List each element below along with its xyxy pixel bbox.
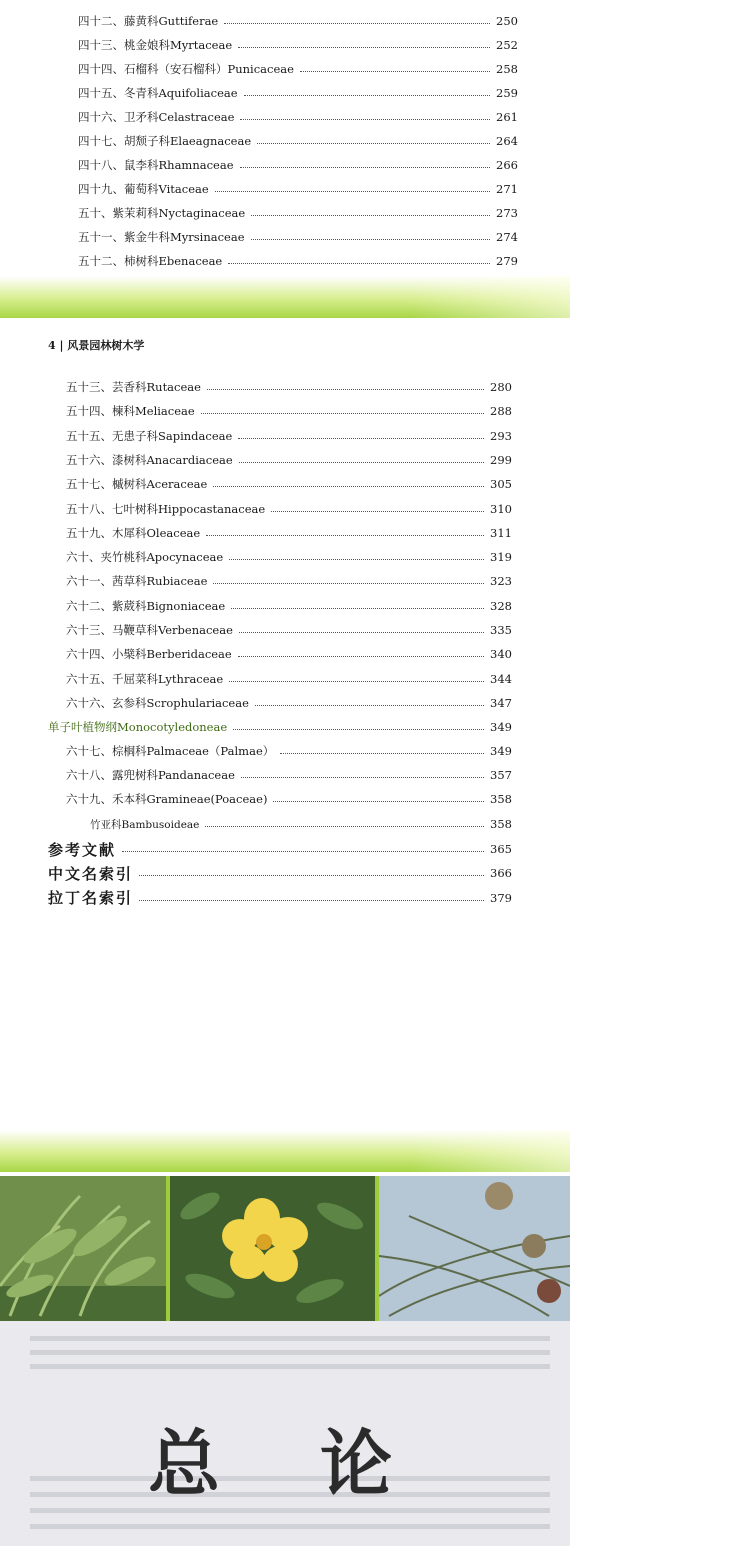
dot-leader: [215, 190, 490, 192]
dot-leader: [240, 166, 491, 168]
toc-entry: [66, 644, 512, 664]
toc-entry-page-number: 323: [490, 574, 512, 589]
dot-leader: [251, 214, 490, 216]
dot-leader: [229, 680, 484, 682]
toc-entry-page-number: 311: [490, 525, 512, 540]
dot-leader: [239, 461, 484, 463]
toc-entry-title: 单子叶植物纲Monocotyledoneae: [48, 720, 228, 734]
dot-leader: [213, 582, 484, 584]
toc-entry-title: 五十七、槭树科Aceraceae: [66, 477, 208, 492]
toc-entry: [78, 227, 518, 247]
toc-entry-title: 六十二、紫葳科Bignoniaceae: [66, 598, 226, 613]
toc-entry: [66, 499, 512, 519]
toc-entry: [78, 179, 518, 199]
toc-entry-title: 五十一、紫金牛科Myrsinaceae: [78, 230, 245, 244]
toc-entry: [48, 887, 512, 909]
toc-entry-title: 竹亚科Bambusoideae: [90, 818, 200, 831]
toc-entry-title: 六十一、茜草科Rubiaceae: [66, 574, 208, 589]
toc-entry-title: 四十七、胡颓子科Elaeagnaceae: [78, 134, 252, 148]
toc-entry: [66, 620, 512, 640]
toc-entry: [66, 523, 512, 543]
toc-entry-page-number: 340: [490, 647, 512, 662]
ghost-text: [30, 1364, 550, 1369]
toc-entry-page-number: 366: [490, 866, 512, 881]
toc-entry-title: 六十六、玄参科Scrophulariaceae: [66, 695, 249, 710]
dot-leader: [206, 534, 484, 536]
toc-entry: [78, 251, 518, 271]
toc-entry: [66, 596, 512, 616]
toc-entry-page-number: 252: [496, 38, 518, 52]
dot-leader: [255, 704, 484, 706]
toc-entry: [66, 377, 512, 397]
toc-entry-page-number: 319: [490, 550, 512, 565]
dot-leader: [300, 70, 490, 72]
page-footer-band: [0, 1130, 570, 1172]
toc-page-top: [0, 0, 570, 318]
toc-entry-page-number: 365: [490, 842, 512, 856]
toc-entry-page-number: 266: [496, 158, 518, 172]
toc-entry-page-number: 349: [490, 720, 512, 734]
toc-entry: [66, 426, 512, 446]
toc-entry: [78, 155, 518, 175]
toc-entry-title: 参考文献: [48, 840, 117, 859]
dot-leader: [240, 118, 490, 120]
toc-entry: [66, 693, 512, 713]
dot-leader: [139, 899, 484, 901]
toc-entry: [66, 450, 512, 470]
toc-entry-page-number: 264: [496, 134, 518, 148]
toc-entry-title: 中文名索引: [48, 864, 134, 883]
toc-entry: [66, 669, 512, 689]
ghost-text: [30, 1508, 550, 1513]
dot-leader: [251, 238, 491, 240]
dot-leader: [231, 607, 484, 609]
page-footer-band: [0, 276, 570, 318]
dot-leader: [201, 412, 484, 414]
dot-leader: [213, 485, 484, 487]
toc-entry-page-number: 347: [490, 695, 512, 710]
toc-entry-title: 四十九、葡萄科Vitaceae: [78, 182, 209, 196]
toc-entry-title: 五十二、柿树科Ebenaceae: [78, 254, 223, 268]
dot-leader: [122, 850, 484, 852]
toc-entry: [66, 765, 512, 785]
toc-entry-title: 四十八、鼠李科Rhamnaceae: [78, 158, 234, 172]
toc-entry: [66, 401, 512, 421]
dot-leader: [228, 262, 490, 264]
toc-entry-page-number: 357: [490, 768, 512, 783]
toc-entry-page-number: 271: [496, 182, 518, 196]
dot-leader: [257, 142, 490, 144]
toc-entry-page-number: 274: [496, 230, 518, 244]
dot-leader: [224, 22, 490, 24]
ghost-text: [30, 1336, 550, 1341]
toc-entry-page-number: 305: [490, 477, 512, 492]
dot-leader: [229, 558, 484, 560]
toc-entry-page-number: 379: [490, 890, 512, 905]
dot-leader: [244, 94, 490, 96]
toc-entry: [78, 107, 518, 127]
toc-entry-title: 四十四、石榴科（安石榴科）Punicaceae: [78, 62, 294, 76]
toc-entry-title: 五十四、楝科Meliaceae: [66, 404, 195, 419]
toc-entry-title: 六十五、千屈菜科Lythraceae: [66, 671, 224, 686]
toc-entry-title: 五十九、木犀科Oleaceae: [66, 525, 201, 540]
ghost-text: [30, 1476, 550, 1481]
toc-entry: [78, 59, 518, 79]
dot-leader: [239, 631, 484, 633]
toc-entry-title: 六十四、小檗科Berberidaceae: [66, 647, 232, 662]
toc-entry: [66, 789, 512, 809]
toc-entry-title: 拉丁名索引: [48, 889, 134, 908]
toc-entry-page-number: 344: [490, 671, 512, 686]
toc-entry-title: 五十五、无患子科Sapindaceae: [66, 428, 233, 443]
toc-entry-page-number: 349: [490, 744, 512, 758]
toc-entry: [48, 717, 512, 737]
toc-entry: [66, 547, 512, 567]
toc-entry-page-number: 310: [490, 501, 512, 516]
toc-page-4: [0, 318, 570, 1176]
toc-entry-title: 四十六、卫矛科Celastraceae: [78, 110, 235, 124]
toc-entry: [90, 814, 512, 834]
ghost-text: [30, 1350, 550, 1355]
dot-leader: [207, 388, 484, 390]
toc-entry-page-number: 250: [496, 14, 518, 28]
toc-entry-title: 六十三、马鞭草科Verbenaceae: [66, 623, 233, 637]
ghost-text: [30, 1524, 550, 1529]
chapter-title-char: 论: [320, 1422, 397, 1506]
running-header: 4 | 风景园林树木学: [48, 339, 145, 352]
toc-entry-title: 五十六、漆树科Anacardiaceae: [66, 452, 233, 467]
toc-entry-page-number: 279: [496, 254, 518, 268]
dot-leader: [241, 776, 484, 778]
toc-entry: [48, 838, 512, 860]
toc-entry-page-number: 280: [490, 380, 512, 394]
dot-leader: [238, 655, 484, 657]
toc-entry-title: 六十七、棕榈科Palmaceae（Palmae）: [66, 744, 275, 758]
toc-entry: [66, 571, 512, 591]
toc-entry-title: 五十八、七叶树科Hippocastanaceae: [66, 501, 266, 516]
toc-entry: [78, 35, 518, 55]
pine-photo: [379, 1176, 570, 1321]
toc-entry-page-number: 328: [490, 598, 512, 613]
toc-entry: [78, 11, 518, 31]
toc-entry-page-number: 358: [490, 817, 512, 831]
flower-photo: [170, 1176, 375, 1321]
toc-entry-page-number: 258: [496, 62, 518, 76]
toc-entry-title: 四十三、桃金娘科Myrtaceae: [78, 38, 233, 52]
toc-entry-page-number: 273: [496, 206, 518, 220]
dot-leader: [271, 510, 484, 512]
toc-entry-page-number: 299: [490, 452, 512, 467]
toc-entry: [66, 474, 512, 494]
toc-entry: [78, 203, 518, 223]
dot-leader: [233, 728, 484, 730]
toc-entry-page-number: 335: [490, 623, 512, 637]
dot-leader: [280, 752, 484, 754]
toc-entry-title: 四十五、冬青科Aquifoliaceae: [78, 86, 238, 100]
toc-entry-title: 五十三、芸香科Rutaceae: [66, 380, 201, 394]
toc-entry-title: 六十九、禾本科Gramineae(Poaceae): [66, 792, 268, 807]
dot-leader: [139, 874, 484, 876]
chapter-opener-page: [0, 1176, 570, 1546]
fern-photo: [0, 1176, 166, 1321]
dot-leader: [205, 825, 484, 827]
dot-leader: [238, 46, 490, 48]
toc-entry-page-number: 288: [490, 404, 512, 419]
toc-entry: [78, 83, 518, 103]
toc-entry-page-number: 259: [496, 86, 518, 100]
toc-entry: [78, 131, 518, 151]
toc-entry-title: 四十二、藤黄科Guttiferae: [78, 14, 219, 28]
toc-entry-page-number: 261: [496, 110, 518, 124]
dot-leader: [273, 800, 484, 802]
toc-entry-title: 六十、夹竹桃科Apocynaceae: [66, 550, 224, 565]
dot-leader: [238, 437, 484, 439]
toc-entry: [66, 741, 512, 761]
chapter-title-char: 总: [148, 1422, 225, 1506]
toc-entry-title: 六十八、露兜树科Pandanaceae: [66, 768, 235, 783]
toc-entry: [48, 862, 512, 884]
toc-entry-page-number: 293: [490, 428, 512, 443]
toc-entry-title: 五十、紫茉莉科Nyctaginaceae: [78, 206, 246, 220]
toc-entry-page-number: 358: [490, 792, 512, 807]
ghost-text: [30, 1492, 550, 1497]
